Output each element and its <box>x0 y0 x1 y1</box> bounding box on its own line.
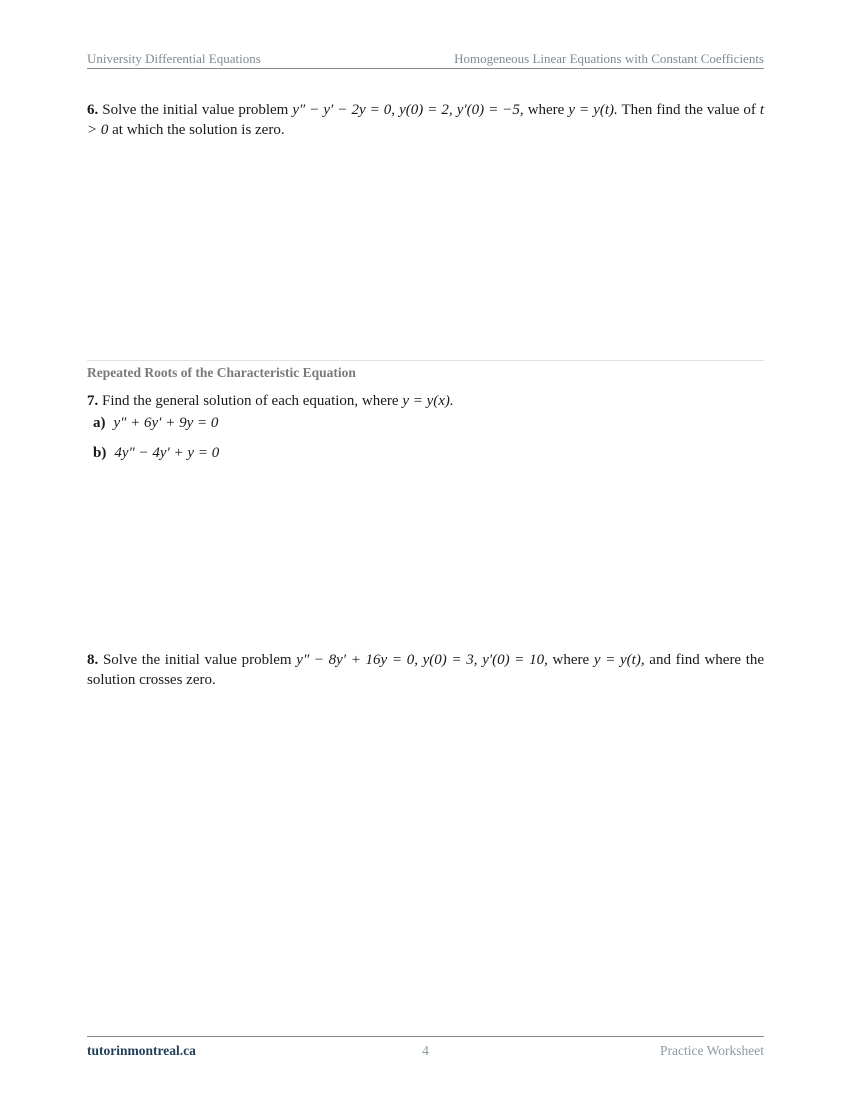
problem-number: 8. <box>87 652 99 668</box>
header-course-title: University Differential Equations <box>87 51 261 66</box>
function-definition: y = y(x). <box>402 393 454 409</box>
initial-condition: y′(0) = −5, <box>456 102 524 118</box>
footer-website-link[interactable]: tutorinmontreal.ca <box>87 1043 196 1058</box>
problem-text: where <box>552 652 590 668</box>
part-label: b) <box>93 445 107 461</box>
problem-7 <box>87 391 764 411</box>
problem-text: and find where the solution crosses zero. <box>87 652 765 688</box>
equation: 4y″ − 4y′ + y = 0 <box>114 445 220 461</box>
page-footer <box>87 1036 764 1059</box>
problem-7-part-a <box>93 415 218 432</box>
function-definition: y = y(t), <box>593 652 645 668</box>
problem-text: Then find the value of <box>621 102 756 118</box>
inequality: t > 0 <box>87 102 765 138</box>
page-number: 4 <box>422 1043 429 1058</box>
problem-text: at which the solution is zero. <box>112 122 285 138</box>
initial-condition: y(0) = 2, <box>399 102 453 118</box>
section-title: Repeated Roots of the Characteristic Equation <box>87 365 356 380</box>
equation: y″ − y′ − 2y = 0, <box>292 102 396 118</box>
header-topic-title: Homogeneous Linear Equations with Constant Coefficients <box>454 51 764 66</box>
part-label: a) <box>93 415 106 431</box>
problem-6 <box>87 100 764 140</box>
problem-number: 7. <box>87 393 99 409</box>
initial-condition: y(0) = 3, <box>422 652 478 668</box>
problem-text: Solve the initial value problem <box>102 652 292 668</box>
problem-text: Find the general solution of each equation, where <box>102 393 399 409</box>
footer-document-type: Practice Worksheet <box>660 1043 764 1058</box>
problem-8 <box>87 650 764 690</box>
initial-condition: y′(0) = 10, <box>482 652 548 668</box>
problem-number: 6. <box>87 102 99 118</box>
function-definition: y = y(t). <box>568 102 618 118</box>
problem-7-part-b <box>93 445 219 462</box>
section-divider <box>87 360 764 361</box>
equation: y″ + 6y′ + 9y = 0 <box>113 415 219 431</box>
problem-text: Solve the initial value problem <box>102 102 289 118</box>
equation: y″ − 8y′ + 16y = 0, <box>296 652 418 668</box>
problem-text: where <box>527 102 565 118</box>
page-header <box>87 50 764 69</box>
